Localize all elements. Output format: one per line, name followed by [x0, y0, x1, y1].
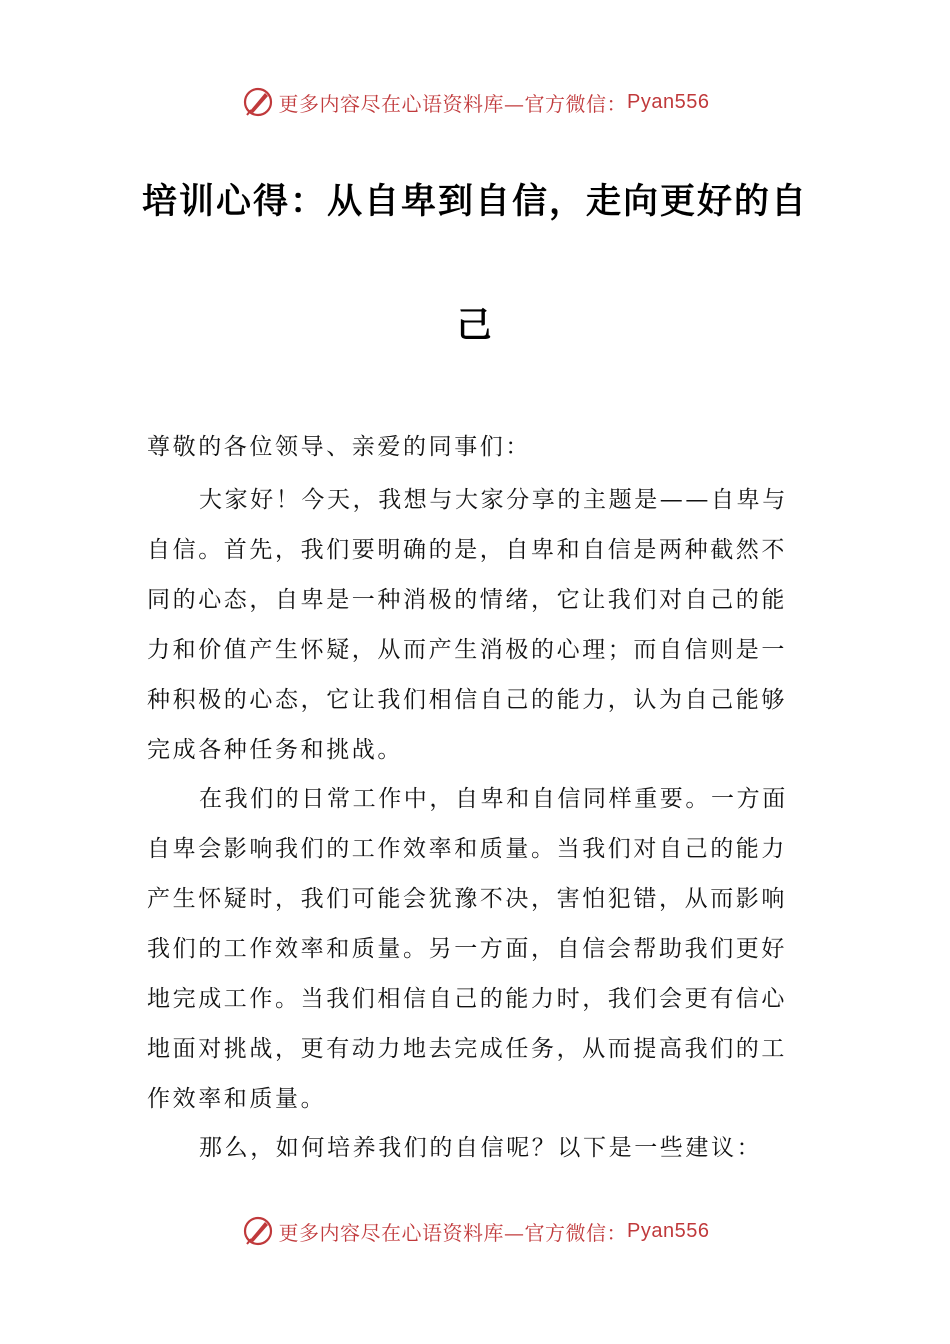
paragraph-line: 在我们的日常工作中，自卑和自信同样重要。一方面 [199, 786, 788, 812]
paragraph-line: 地面对挑战，更有动力地去完成任务，从而提高我们的工 [147, 1036, 787, 1062]
paragraph-line: 自卑会影响我们的工作效率和质量。当我们对自己的能力 [147, 836, 787, 862]
paragraph-line: 自信。首先，我们要明确的是，自卑和自信是两种截然不 [147, 537, 787, 563]
paragraph-line: 我们的工作效率和质量。另一方面，自信会帮助我们更好 [147, 936, 787, 962]
header-text: 更多内容尽在心语资料库—官方微信： [278, 91, 628, 116]
document-title-line-1: 培训心得：从自卑到自信，走向更好的自 [141, 182, 808, 222]
paragraph-2 [147, 774, 807, 1124]
paragraph-line: 完成各种任务和挑战。 [147, 737, 403, 763]
paragraph-3 [147, 1123, 807, 1173]
footer-text: 更多内容尽在心语资料库—官方微信： [278, 1220, 628, 1245]
footer-banner [0, 1211, 950, 1251]
paragraph-line: 那么，如何培养我们的自信呢？以下是一些建议： [199, 1135, 763, 1161]
footer-wechat-id: Pyan556 [627, 1219, 710, 1242]
paragraph-line: 作效率和质量。 [147, 1086, 327, 1112]
paragraph-line: 大家好！今天，我想与大家分享的主题是——自卑与 [199, 487, 788, 513]
paragraph-line: 力和价值产生怀疑，从而产生消极的心理；而自信则是一 [147, 637, 787, 663]
header-wechat-id: Pyan556 [627, 90, 710, 113]
paragraph-line: 种积极的心态，它让我们相信自己的能力，认为自己能够 [147, 687, 787, 713]
document-title-line-2: 己 [456, 306, 494, 346]
greeting-block [147, 422, 807, 472]
header-banner [0, 82, 950, 122]
paragraph-1 [147, 475, 807, 775]
paragraph-line: 地完成工作。当我们相信自己的能力时，我们会更有信心 [147, 986, 787, 1012]
greeting: 尊敬的各位领导、亲爱的同事们： [147, 434, 531, 460]
pen-in-circle-icon [241, 1214, 275, 1248]
pen-in-circle-icon [241, 85, 275, 119]
paragraph-line: 同的心态，自卑是一种消极的情绪，它让我们对自己的能 [147, 587, 787, 613]
paragraph-line: 产生怀疑时，我们可能会犹豫不决，害怕犯错，从而影响 [147, 886, 787, 912]
